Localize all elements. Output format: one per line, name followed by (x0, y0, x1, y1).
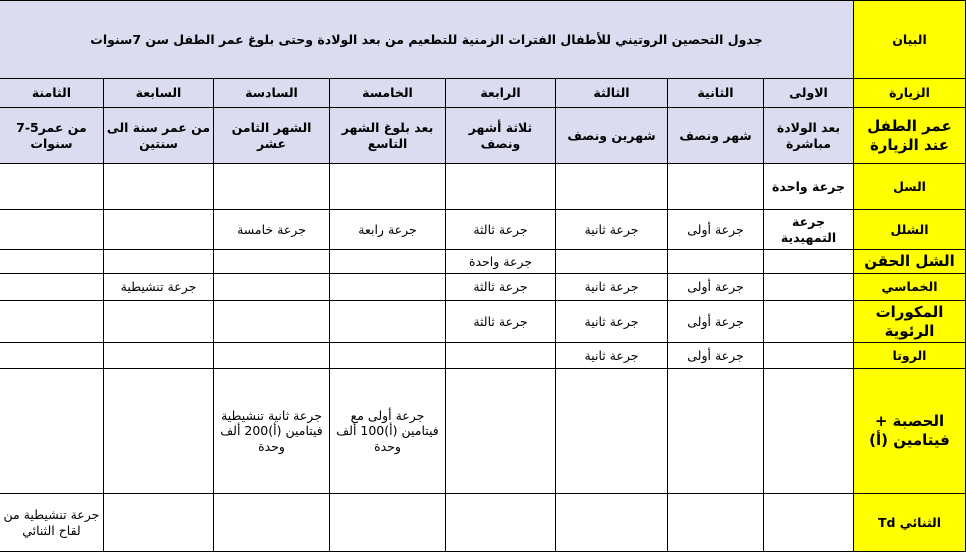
table-title: جدول التحصين الروتيني للأطفال الفترات الزمنية للتطعيم من بعد الولادة وحتى بلوغ عمر الطفل سن 7سنوات (0, 1, 854, 79)
cell-4-5 (214, 301, 330, 343)
table-row (0, 210, 966, 250)
age-header-2: شهر ونصف (668, 108, 764, 164)
row-label-0: السل (854, 164, 966, 210)
cell-1-5: جرعة خامسة (214, 210, 330, 250)
bayan-header-cell: البيان (854, 1, 966, 79)
cell-7-2 (556, 494, 668, 552)
row-label-2: الشل الحقن (854, 250, 966, 274)
table-row (0, 343, 966, 369)
cell-2-5 (214, 250, 330, 274)
row-label-4: المكورات الرئوية (854, 301, 966, 343)
cell-1-3: جرعة ثالثة (446, 210, 556, 250)
visit-header-1: الاولى (764, 79, 854, 108)
cell-4-4 (330, 301, 446, 343)
cell-6-6 (104, 369, 214, 494)
cell-2-2 (556, 250, 668, 274)
visit-header-3: الثالثة (556, 79, 668, 108)
cell-0-2 (556, 164, 668, 210)
table-row (0, 250, 966, 274)
visit-header-row (0, 79, 966, 108)
cell-2-7 (0, 250, 104, 274)
age-header-4: ثلاثة أشهر ونصف (446, 108, 556, 164)
cell-1-2: جرعة ثانية (556, 210, 668, 250)
cell-4-6 (104, 301, 214, 343)
cell-3-1: جرعة أولى (668, 274, 764, 301)
cell-1-4: جرعة رابعة (330, 210, 446, 250)
cell-7-3 (446, 494, 556, 552)
table-row (0, 164, 966, 210)
cell-6-3 (446, 369, 556, 494)
age-header-8: من عمر5-7 سنوات (0, 108, 104, 164)
age-header-1: بعد الولادة مباشرة (764, 108, 854, 164)
cell-4-7 (0, 301, 104, 343)
cell-2-0 (764, 250, 854, 274)
cell-5-5 (214, 343, 330, 369)
visit-header-6: السادسة (214, 79, 330, 108)
visit-header-5: الخامسة (330, 79, 446, 108)
cell-3-2: جرعة ثانية (556, 274, 668, 301)
row-label-6: الحصبة + فيتامين (أ) (854, 369, 966, 494)
cell-4-3: جرعة ثالثة (446, 301, 556, 343)
cell-2-1 (668, 250, 764, 274)
cell-4-0 (764, 301, 854, 343)
visit-header-4: الرابعة (446, 79, 556, 108)
cell-6-4: جرعة أولى مع فيتامين (أ)100 ألف وحدة (330, 369, 446, 494)
cell-5-1: جرعة أولى (668, 343, 764, 369)
cell-3-5 (214, 274, 330, 301)
cell-5-4 (330, 343, 446, 369)
visit-header-2: الثانية (668, 79, 764, 108)
row-label-3: الخماسي (854, 274, 966, 301)
cell-1-7 (0, 210, 104, 250)
cell-5-2: جرعة ثانية (556, 343, 668, 369)
age-row-label: عمر الطفل عند الزيارة (854, 108, 966, 164)
cell-0-7 (0, 164, 104, 210)
cell-6-5: جرعة ثانية تنشيطية فيتامين (أ)200 ألف وحدة (214, 369, 330, 494)
cell-7-7: جرعة تنشيطية من لقاح الثنائي (0, 494, 104, 552)
cell-4-2: جرعة ثانية (556, 301, 668, 343)
visit-header-8: الثامنة (0, 79, 104, 108)
cell-0-4 (330, 164, 446, 210)
cell-7-5 (214, 494, 330, 552)
cell-2-6 (104, 250, 214, 274)
cell-1-6 (104, 210, 214, 250)
cell-0-6 (104, 164, 214, 210)
cell-1-0: جرعة التمهيدية (764, 210, 854, 250)
cell-6-1 (668, 369, 764, 494)
cell-6-2 (556, 369, 668, 494)
cell-3-0 (764, 274, 854, 301)
table-row (0, 369, 966, 494)
cell-3-3: جرعة ثالثة (446, 274, 556, 301)
cell-2-4 (330, 250, 446, 274)
cell-5-6 (104, 343, 214, 369)
cell-0-5 (214, 164, 330, 210)
cell-7-4 (330, 494, 446, 552)
age-header-3: شهرين ونصف (556, 108, 668, 164)
cell-3-7 (0, 274, 104, 301)
visit-header-7: السابعة (104, 79, 214, 108)
row-label-1: الشلل (854, 210, 966, 250)
cell-0-3 (446, 164, 556, 210)
cell-1-1: جرعة أولى (668, 210, 764, 250)
cell-4-1: جرعة أولى (668, 301, 764, 343)
cell-2-3: جرعة واحدة (446, 250, 556, 274)
row-label-5: الروتا (854, 343, 966, 369)
cell-7-1 (668, 494, 764, 552)
cell-6-7 (0, 369, 104, 494)
cell-3-4 (330, 274, 446, 301)
age-header-5: بعد بلوغ الشهر التاسع (330, 108, 446, 164)
table-row (0, 494, 966, 552)
cell-5-7 (0, 343, 104, 369)
age-header-6: الشهر الثامن عشر (214, 108, 330, 164)
cell-3-6: جرعة تنشيطية (104, 274, 214, 301)
cell-6-0 (764, 369, 854, 494)
row-label-7: الثنائي Td (854, 494, 966, 552)
table-row (0, 301, 966, 343)
age-header-7: من عمر سنة الى سنتين (104, 108, 214, 164)
cell-7-6 (104, 494, 214, 552)
table-row (0, 274, 966, 301)
cell-5-0 (764, 343, 854, 369)
cell-0-1 (668, 164, 764, 210)
title-row (0, 1, 966, 79)
cell-5-3 (446, 343, 556, 369)
age-header-row (0, 108, 966, 164)
visit-row-label: الزيارة (854, 79, 966, 108)
cell-0-0: جرعة واحدة (764, 164, 854, 210)
cell-7-0 (764, 494, 854, 552)
